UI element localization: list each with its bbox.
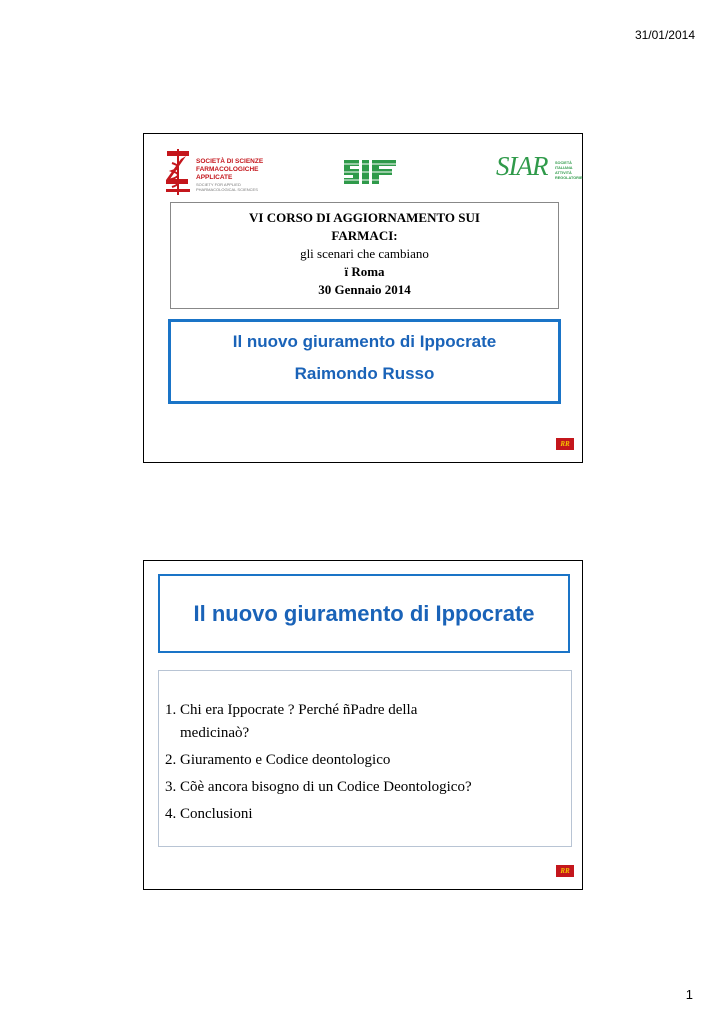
presentation-author: Raimondo Russo [294, 364, 435, 383]
course-info-box [170, 202, 559, 309]
siar-logo-text: SIAR [496, 151, 548, 181]
slide-2-title: Il nuovo giuramento di Ippocrate [158, 574, 570, 653]
siar-sub-line-1: SOCIETÀ [555, 161, 572, 165]
sfa-name-line-1: SOCIETÀ DI SCIENZE [196, 158, 264, 165]
sfa-name-line-3: APPLICATE [196, 174, 233, 181]
siar-logo [496, 149, 583, 194]
sfa-sub-line-1: SOCIETY FOR APPLIED [196, 182, 241, 187]
course-date: 30 Gennaio 2014 [318, 282, 411, 297]
presentation-title-box [168, 319, 561, 404]
sfa-sub-line-2: PHARMACOLOGICAL SCIENCES [196, 187, 258, 192]
agenda-item-3: 3. Cõè ancora bisogno di un Codice Deontologico? [165, 779, 472, 795]
course-location: ï Roma [344, 264, 385, 279]
agenda-item-1-line-2: medicinaò? [180, 725, 250, 741]
course-subtitle: gli scenari che cambiano [300, 246, 429, 261]
agenda-item-1 [165, 699, 571, 745]
sif-logo [342, 157, 398, 187]
agenda-item-2: 2. Giuramento e Codice deontologico [165, 752, 391, 768]
slide-1 [143, 133, 583, 463]
sfa-caduceus-icon [164, 149, 192, 195]
rr-badge: RR [556, 438, 574, 450]
slide-2 [143, 560, 583, 890]
rr-badge: RR [556, 865, 574, 877]
presentation-title: Il nuovo giuramento di Ippocrate [232, 332, 497, 351]
sfa-name-line-2: FARMACOLOGICHE [196, 166, 259, 173]
page-number: 1 [685, 987, 693, 1002]
course-title-line-2: FARMACI: [331, 228, 398, 243]
agenda-item-4: 4. Conclusioni [165, 806, 253, 822]
agenda-item-1-line-1: 1. Chi era Ippocrate ? Perché ñPadre della [165, 702, 418, 718]
header-date: 31/01/2014 [634, 28, 695, 42]
agenda-list [158, 670, 572, 847]
siar-sub-line-4: REGOLATORIE [555, 176, 583, 180]
siar-sub-line-2: ITALIANA [555, 166, 573, 170]
course-title-line-1: VI CORSO DI AGGIORNAMENTO SUI [249, 210, 480, 225]
siar-sub-line-3: ATTIVITÀ [555, 171, 572, 175]
sfa-logo [164, 149, 274, 197]
